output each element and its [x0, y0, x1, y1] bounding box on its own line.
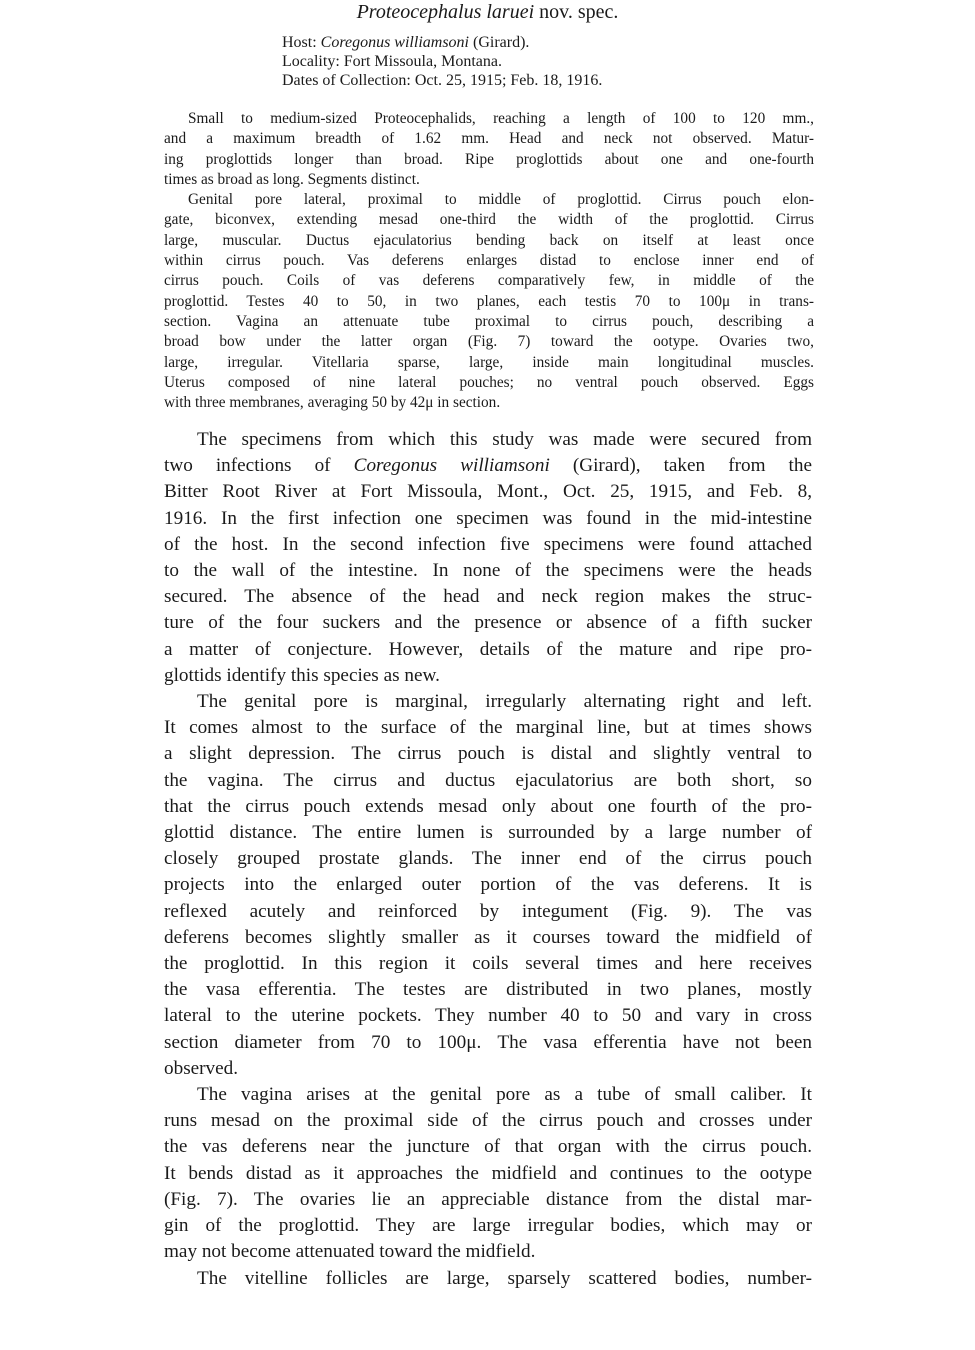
diagnosis-line: broad bow under the latter organ (Fig. 7) toward the ootype. Ovaries two, — [164, 333, 814, 351]
diagnosis-line: proglottid. Testes 40 to 50, in two planes, each testis 70 to 100μ in trans- — [164, 292, 814, 310]
paragraph-line: observed. — [164, 1057, 239, 1079]
paragraph-vagina — [164, 1082, 812, 1265]
diagnosis-line: within cirrus pouch. Vas deferens enlarges distad to enclose inner end of — [164, 252, 814, 270]
paragraph-line: glottids identify this species as new. — [164, 664, 440, 686]
paragraph-line: It bends distad as it approaches the midfield and continues to the ootype — [164, 1162, 812, 1184]
paragraph-line: the vasa efferentia. The testes are distributed in two planes, mostly — [164, 979, 812, 1001]
specimen-metadata — [282, 33, 602, 90]
diagnosis-line: cirrus pouch. Coils of vas deferens comparatively few, in middle of the — [164, 272, 814, 290]
diagnosis-line: ing proglottids longer than broad. Ripe proglottids about one and one-fourth — [164, 150, 814, 168]
paragraph-line: glottid distance. The entire lumen is surrounded by a large number of — [164, 822, 812, 844]
dates-line: Dates of Collection: Oct. 25, 1915; Feb. 18, 1916. — [282, 72, 603, 89]
paragraph-line: lateral to the uterine pockets. They number 40 to 50 and vary in cross — [164, 1005, 812, 1027]
diagnosis-line: times as broad as long. Segments distinct. — [164, 170, 420, 188]
paragraph-line: secured. The absence of the head and neck region makes the struc- — [164, 586, 812, 608]
paragraph-line: reflexed acutely and reinforced by integument (Fig. 9). The vas — [164, 900, 812, 922]
paragraph-line: Bitter Root River at Fort Missoula, Mont., Oct. 25, 1915, and Feb. 8, — [164, 481, 812, 503]
paragraph-line: the proglottid. In this region it coils several times and here receives — [164, 953, 812, 975]
diagnosis-line: and a maximum breadth of 1.62 mm. Head and neck not observed. Matur- — [164, 130, 814, 148]
diagnosis-line: Small to medium-sized Proteocephalids, reaching a length of 100 to 120 mm., — [188, 110, 814, 127]
paragraph-line: gin of the proglottid. They are large irregular bodies, which may or — [164, 1215, 812, 1237]
paragraph-line: a matter of conjecture. However, details of the mature and ripe pro- — [164, 638, 812, 660]
paragraph-line: It comes almost to the surface of the marginal line, but at times shows — [164, 717, 812, 739]
paragraph-line: The specimens from which this study was made were secured from — [197, 429, 812, 450]
paragraph-line: to the wall of the intestine. In none of the specimens were the heads — [164, 560, 812, 582]
paragraph-line: the vas deferens near the juncture of that organ with the cirrus pouch. — [164, 1136, 812, 1158]
body-text — [164, 427, 812, 1292]
diagnosis-line: section. Vagina an attenuate tube proximal to cirrus pouch, describing a — [164, 312, 814, 330]
host-species-inline: Coregonus williamsoni — [353, 455, 550, 477]
diagnosis-line: Uterus composed of nine lateral pouches; no ventral pouch observed. Eggs — [164, 373, 814, 391]
paragraph-line — [164, 453, 812, 479]
host-authority: (Girard). — [468, 34, 530, 51]
paragraph-line: of the host. In the second infection five specimens were found attached — [164, 533, 812, 555]
paragraph-line: a slight depression. The cirrus pouch is distal and slightly ventral to — [164, 743, 812, 765]
paragraph-line: projects into the enlarged outer portion of the vas deferens. It is — [164, 874, 812, 896]
diagnosis-line: gate, biconvex, extending mesad one-third the width of the proglottid. Cirrus — [164, 211, 814, 229]
diagnosis-line: Genital pore lateral, proximal to middle of proglottid. Cirrus pouch elon- — [188, 191, 814, 209]
paragraph-specimens — [164, 479, 812, 689]
diagnosis-line: large, muscular. Ductus ejaculatorius bending back on itself at least once — [164, 231, 814, 249]
diagnosis-line: large, irregular. Vitellaria sparse, large, inside main longitudinal muscles. — [164, 353, 814, 371]
text-run: two infections of — [164, 455, 354, 477]
host-line — [282, 33, 602, 52]
paragraph-vitelline — [164, 1266, 812, 1292]
paragraph-line: The vagina arises at the genital pore as a tube of small caliber. It — [197, 1084, 812, 1106]
paragraph-line: The vitelline follicles are large, sparsely scattered bodies, number- — [197, 1267, 812, 1289]
title-suffix: nov. spec. — [534, 1, 619, 23]
host-label: Host: — [282, 34, 321, 51]
text-run: (Girard), taken from the — [549, 455, 812, 477]
paragraph-line: closely grouped prostate glands. The inner end of the cirrus pouch — [164, 848, 812, 870]
locality-line: Locality: Fort Missoula, Montana. — [282, 53, 502, 70]
page-title — [0, 0, 975, 24]
paragraph-line: (Fig. 7). The ovaries lie an appreciable distance from the distal mar- — [164, 1188, 812, 1210]
paragraph-line: 1916. In the first infection one specimen was found in the mid-intestine — [164, 507, 812, 529]
host-species: Coregonus williamsoni — [320, 34, 469, 51]
paragraph-line: the vagina. The cirrus and ductus ejaculatorius are both short, so — [164, 769, 812, 791]
paragraph-line: may not become attenuated toward the midfield. — [164, 1241, 536, 1263]
species-diagnosis — [164, 109, 814, 413]
paragraph-line: that the cirrus pouch extends mesad only about one fourth of the pro- — [164, 795, 812, 817]
paragraph-line: deferens becomes slightly smaller as it courses toward the midfield of — [164, 926, 812, 948]
paragraph-line: runs mesad on the proximal side of the cirrus pouch and crosses under — [164, 1110, 812, 1132]
paragraph-line: section diameter from 70 to 100μ. The vasa efferentia have not been — [164, 1031, 812, 1053]
species-name: Proteocephalus laruei — [356, 1, 535, 23]
paragraph-line: ture of the four suckers and the presence or absence of a fifth sucker — [164, 612, 812, 634]
paragraph-genital-pore — [164, 689, 812, 1082]
diagnosis-line: with three membranes, averaging 50 by 42μ in section. — [164, 394, 501, 412]
paragraph-line: The genital pore is marginal, irregularly alternating right and left. — [197, 691, 812, 713]
